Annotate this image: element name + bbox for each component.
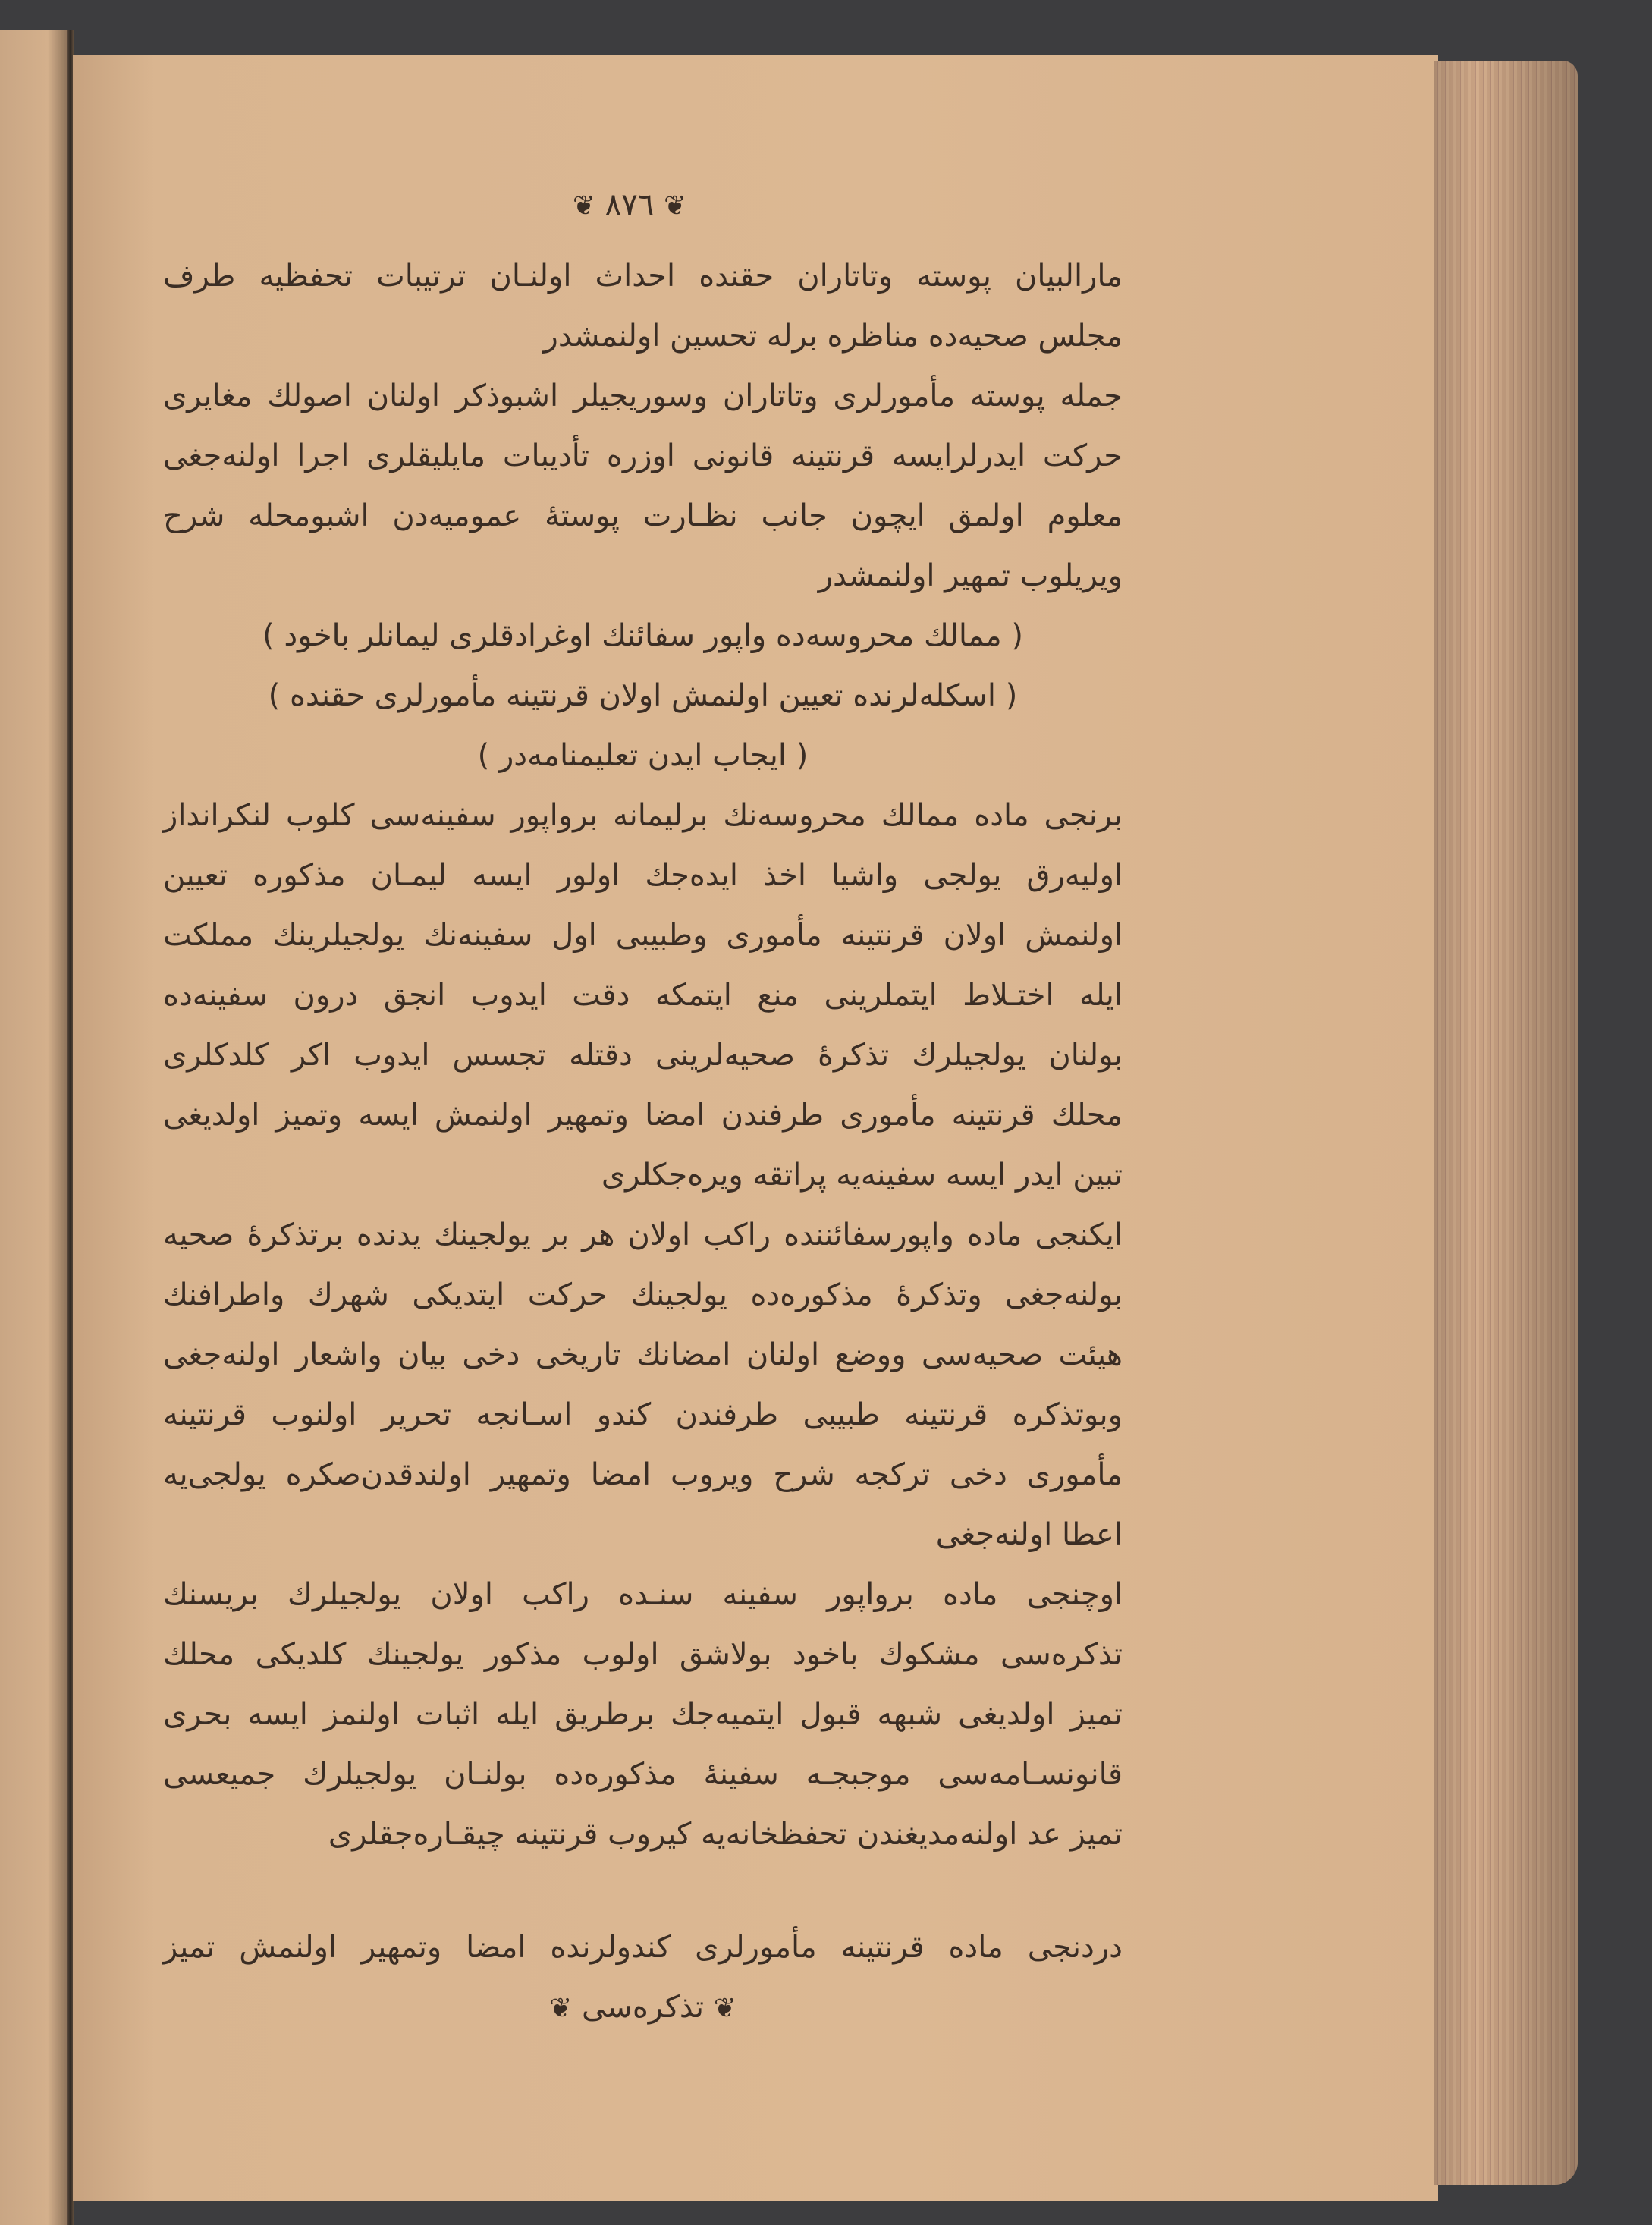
text-line: اولنمش اولان قرنتينه مأمورى وطبيبى اول سفينه‌نك يولجيلرينك مملكت	[163, 918, 1123, 953]
text-line: معلوم اولمق ايچون جانب نظـارت پوستهٔ عموميه‌دن اشبومحله شرح	[163, 498, 1123, 533]
ornament-icon: ❦	[572, 190, 596, 222]
text-line: تذكره‌سى مشكوك باخود بولاشق اولوب مذكور يولجينك كلديكى محلك	[163, 1637, 1123, 1672]
text-line: ايله اختـلاط ايتملرينى منع ايتمكه دقت ايدوب انجق درون سفينه‌ده	[163, 978, 1123, 1013]
ornament-icon: ❦	[663, 190, 687, 222]
text-line: بولنان يولجيلرك تذكرهٔ صحيه‌لرينى دقتله تجسس ايدوب اكر كلدكلرى	[163, 1038, 1123, 1073]
text-line: اعطا اولنه‌جغى	[935, 1517, 1123, 1552]
ornament-icon: ❦	[549, 1993, 573, 2024]
text-line: هيئت صحيه‌سى ووضع اولنان امضانك تاريخى دخى بيان واشعار اولنه‌جغى	[163, 1337, 1123, 1372]
page-number: ٨٧٦	[605, 187, 655, 222]
section-heading-line: ( ممالك محروسه‌ده واپور سفائنك اوغرادقلرى ليمانلر باخود )	[262, 618, 1023, 653]
catchword-line	[163, 1978, 1123, 2038]
text-line: تميز عد اولنه‌مديغندن تحفظخانه‌يه كيروب قرنتينه چيقـاره‌جقلرى	[328, 1817, 1123, 1852]
text-line: مأمورى دخى تركجه شرح ويروب امضا وتمهير اولندقدن‌صكره يولجى‌يه	[163, 1457, 1123, 1492]
ornament-icon: ❦	[713, 1993, 736, 2024]
text-line: جمله پوسته مأمورلرى وتاتاران وسوريجيلر اشبوذكر اولنان اصولك مغايرى	[163, 379, 1123, 413]
article-1-start: برنجى ماده ممالك محروسه‌نك برليمانه برواپور سفينه‌سى كلوب لنكرانداز	[163, 798, 1123, 833]
page-edges-stack	[1434, 61, 1578, 2185]
article-2-start: ايكنجى ماده واپورسفائننده راكب اولان هر بر يولجينك يدنده برتذكرهٔ صحيه	[163, 1218, 1123, 1252]
catchword: تذكره‌سى	[581, 1990, 705, 2025]
article-4-start: دردنجى ماده قرنتينه مأمورلرى كندولرنده امضا وتمهير اولنمش تميز	[163, 1930, 1123, 1965]
text-line: تميز اولديغى شبهه قبول ايتميه‌جك برطريق ايله اثبات اولنمز ايسه بحرى	[163, 1697, 1123, 1732]
page-header	[531, 182, 728, 228]
text-line: حركت ايدرلرايسه قرنتينه قانونى اوزره تأديبات مايليقلرى اجرا اولنه‌جغى	[163, 438, 1123, 473]
text-line: بولنه‌جغى وتذكرهٔ مذكوره‌ده يولجينك حركت ايتديكى شهرك واطرافنك	[163, 1277, 1123, 1312]
text-line: ويريلوب تمهير اولنمشدر	[818, 558, 1123, 593]
text-line: مجلس صحيه‌ده مناظره برله تحسين اولنمشدر	[543, 319, 1123, 354]
left-page-edge	[0, 30, 68, 2225]
body-text	[163, 247, 1123, 2038]
article-3-start: اوچنجى ماده برواپور سفينه سنـده راكب اولان يولجيلرك بريسنك	[163, 1577, 1123, 1612]
text-line: قانونسـامه‌سى موجبجـه سفينهٔ مذكوره‌ده بولنـان يولجيلرك جميعسى	[163, 1757, 1123, 1792]
text-line: تبين ايدر ايسه سفينه‌يه پراتقه ويره‌جكلرى	[601, 1158, 1123, 1193]
text-line: وبوتذكره قرنتينه طبيبى طرفندن كندو اسـانجه تحرير اولنوب قرنتينه	[163, 1397, 1123, 1432]
section-heading-line: ( اسكله‌لرنده تعيين اولنمش اولان قرنتينه مأمورلرى حقنده )	[268, 678, 1018, 713]
section-heading-line: ( ايجاب ايدن تعليمنامه‌در )	[477, 738, 809, 773]
text-line: مارالبيان پوسته وتاتاران حقنده احداث اولنـان ترتيبات تحفظيه طرف	[163, 259, 1123, 294]
text-line: اوليه‌رق يولجى واشيا اخذ ايده‌جك اولور ايسه ليمـان مذكوره تعيين	[163, 858, 1123, 893]
text-line: محلك قرنتينه مأمورى طرفندن امضا وتمهير اولنمش ايسه وتميز اولديغى	[163, 1098, 1123, 1133]
